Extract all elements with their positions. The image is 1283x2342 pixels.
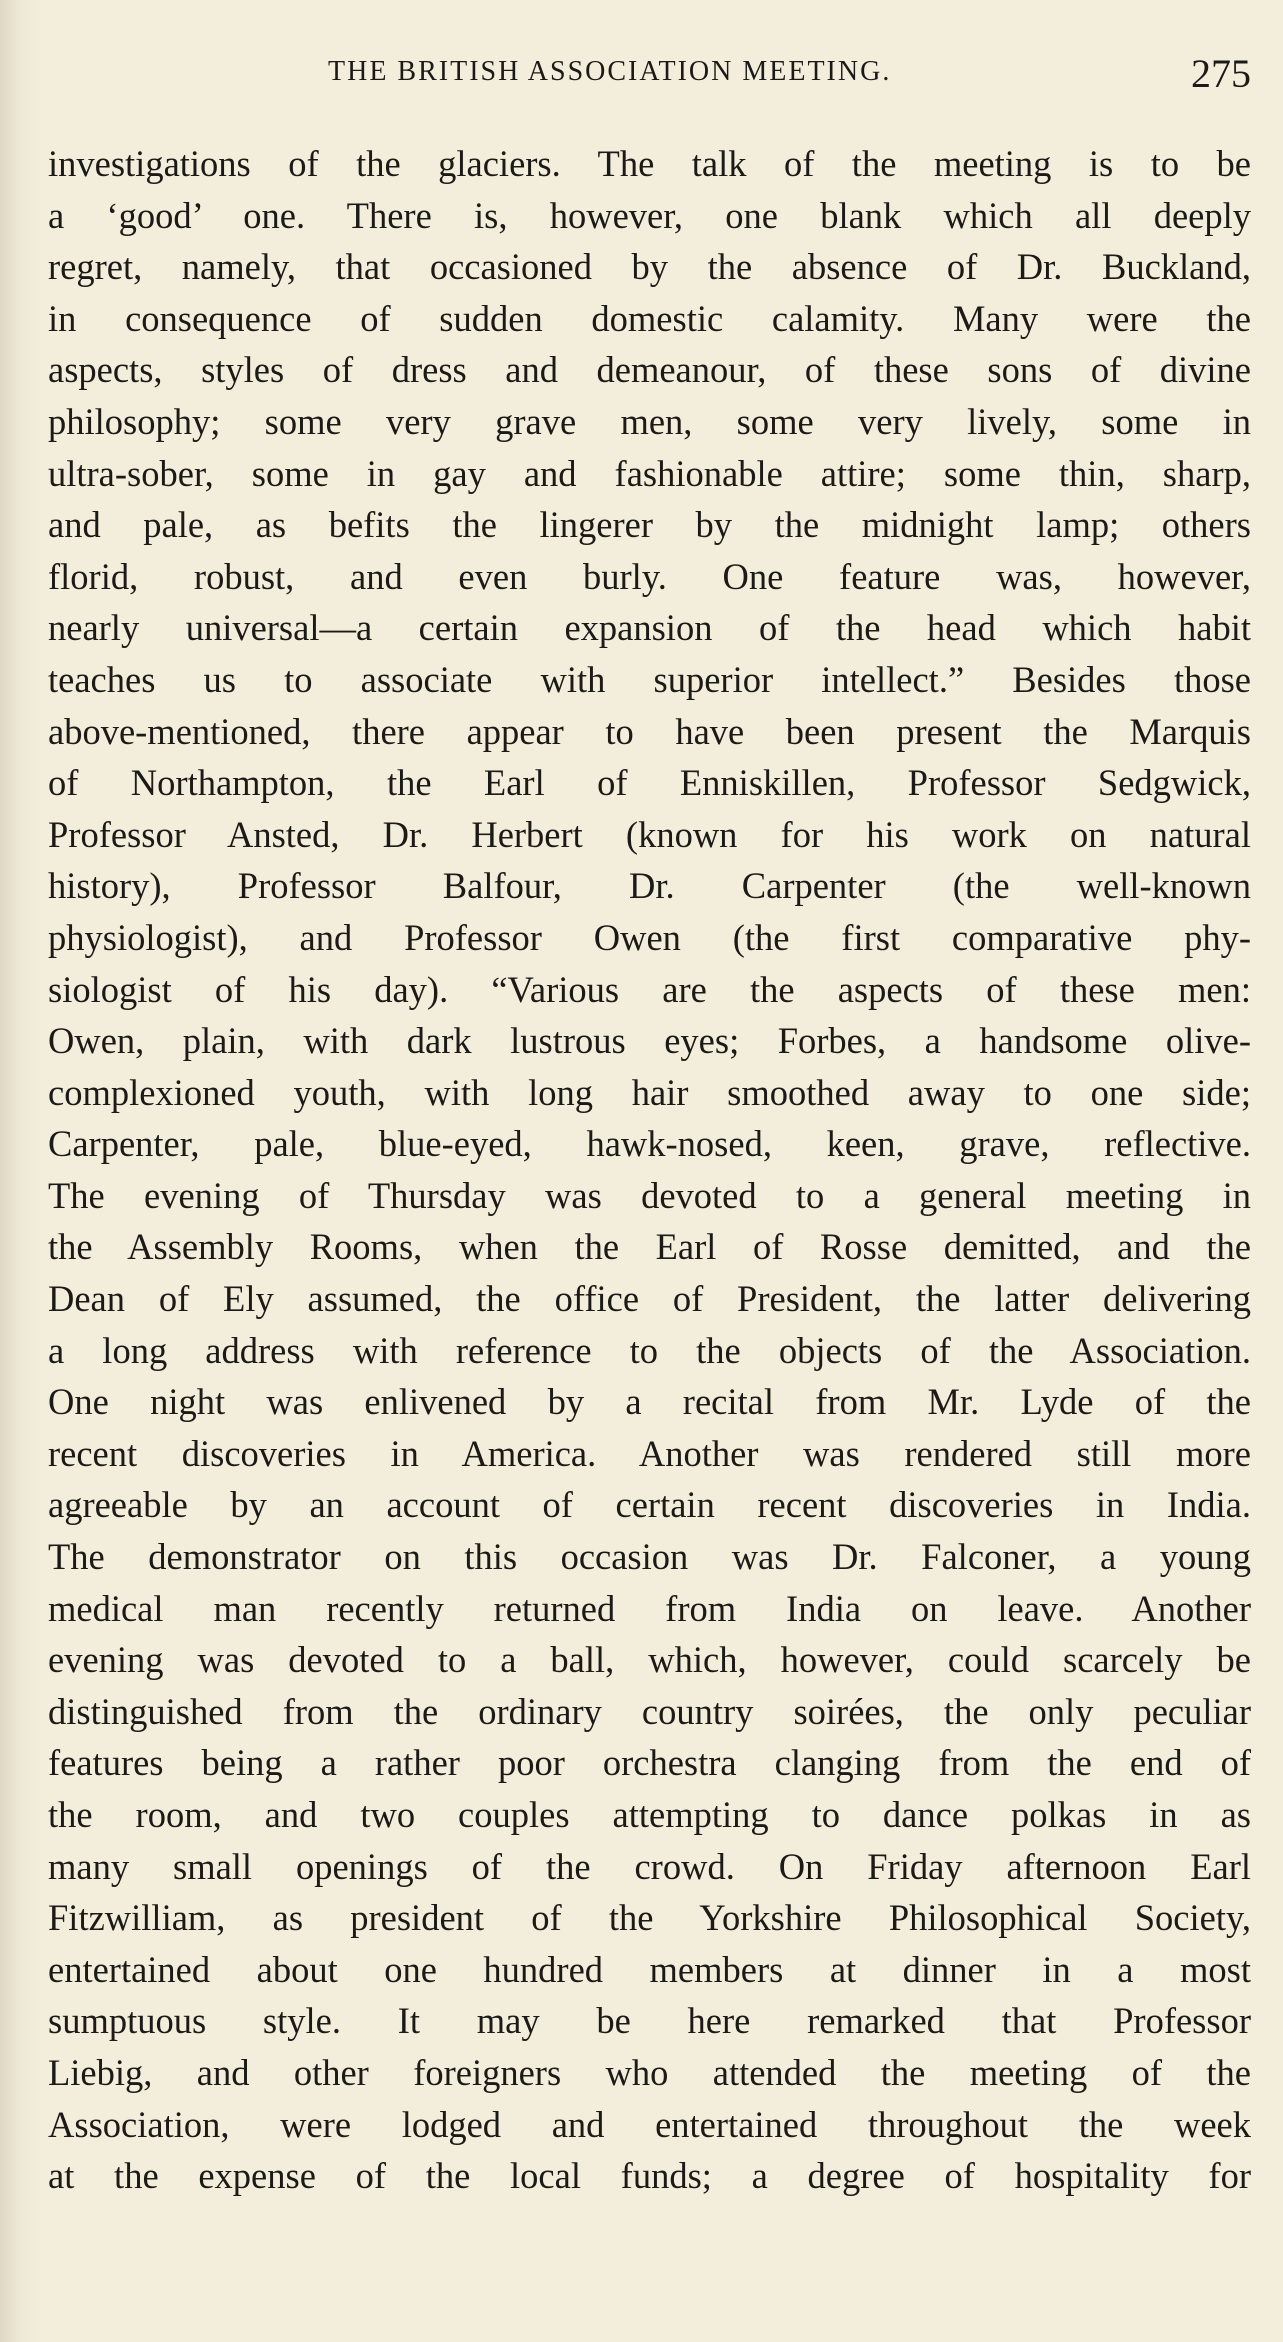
- text-line: at the expense of the local funds; a degree of hospitality for: [48, 2155, 1251, 2197]
- text-line: philosophy; some very grave men, some very lively, some in: [48, 400, 1251, 442]
- page-number: 275: [1191, 51, 1251, 96]
- text-line: complexioned youth, with long hair smoothed away to one side;: [48, 1071, 1251, 1113]
- text-line: agreeable by an account of certain recent discoveries in India.: [48, 1484, 1251, 1526]
- text-line: the Assembly Rooms, when the Earl of Rosse demitted, and the: [48, 1226, 1251, 1268]
- text-line: ultra-sober, some in gay and fashionable attire; some thin, sharp,: [48, 452, 1251, 494]
- text-line: history), Professor Balfour, Dr. Carpenter (the well-known: [48, 865, 1251, 907]
- text-line: features being a rather poor orchestra clanging from the end of: [48, 1742, 1251, 1784]
- running-head: [48, 50, 1251, 100]
- text-line: evening was devoted to a ball, which, however, could scarcely be: [48, 1639, 1251, 1681]
- text-line: recent discoveries in America. Another was rendered still more: [48, 1432, 1251, 1474]
- text-line: Professor Ansted, Dr. Herbert (known for his work on natural: [48, 813, 1251, 855]
- text-line: florid, robust, and even burly. One feature was, however,: [48, 555, 1251, 597]
- text-line: Association, were lodged and entertained throughout the week: [48, 2103, 1251, 2145]
- text-line: the room, and two couples attempting to dance polkas in as: [48, 1794, 1251, 1835]
- text-line: The demonstrator on this occasion was Dr. Falconer, a young: [48, 1536, 1251, 1578]
- text-line: physiologist), and Professor Owen (the first comparative phy-: [48, 916, 1251, 958]
- text-line: many small openings of the crowd. On Friday afternoon Earl: [48, 1845, 1251, 1887]
- text-line: regret, namely, that occasioned by the absence of Dr. Buckland,: [48, 246, 1251, 288]
- text-line: The evening of Thursday was devoted to a general meeting in: [48, 1174, 1251, 1216]
- text-line: of Northampton, the Earl of Enniskillen, Professor Sedgwick,: [48, 762, 1251, 804]
- text-line: and pale, as befits the lingerer by the midnight lamp; others: [48, 504, 1251, 546]
- text-line: Carpenter, pale, blue-eyed, hawk-nosed, keen, grave, reflective.: [48, 1123, 1251, 1165]
- text-line: entertained about one hundred members at dinner in a most: [48, 1948, 1251, 1990]
- text-line: distinguished from the ordinary country soirées, the only peculiar: [48, 1690, 1251, 1732]
- text-line: above-mentioned, there appear to have been present the Marquis: [48, 710, 1251, 752]
- text-line: medical man recently returned from India on leave. Another: [48, 1587, 1251, 1629]
- text-line: a ‘good’ one. There is, however, one blank which all deeply: [48, 194, 1251, 236]
- text-line: Dean of Ely assumed, the office of President, the latter delivering: [48, 1278, 1251, 1320]
- text-line: Fitzwilliam, as president of the Yorkshire Philosophical Society,: [48, 1897, 1251, 1939]
- body-text: [48, 138, 1251, 2202]
- text-line: aspects, styles of dress and demeanour, of these sons of divine: [48, 349, 1251, 391]
- text-line: in consequence of sudden domestic calamity. Many were the: [48, 297, 1251, 339]
- text-line: investigations of the glaciers. The talk of the meeting is to be: [48, 143, 1251, 184]
- running-title: THE BRITISH ASSOCIATION MEETING.: [328, 56, 892, 87]
- text-line: nearly universal—a certain expansion of the head which habit: [48, 607, 1251, 649]
- text-line: a long address with reference to the objects of the Association.: [48, 1329, 1251, 1371]
- text-line: teaches us to associate with superior intellect.” Besides those: [48, 658, 1251, 700]
- text-line: siologist of his day). “Various are the aspects of these men:: [48, 968, 1251, 1010]
- text-line: Owen, plain, with dark lustrous eyes; Forbes, a handsome olive-: [48, 1020, 1251, 1062]
- text-line: Liebig, and other foreigners who attended the meeting of the: [48, 2051, 1251, 2093]
- text-line: One night was enlivened by a recital from Mr. Lyde of the: [48, 1381, 1251, 1423]
- text-line: sumptuous style. It may be here remarked that Professor: [48, 2000, 1251, 2042]
